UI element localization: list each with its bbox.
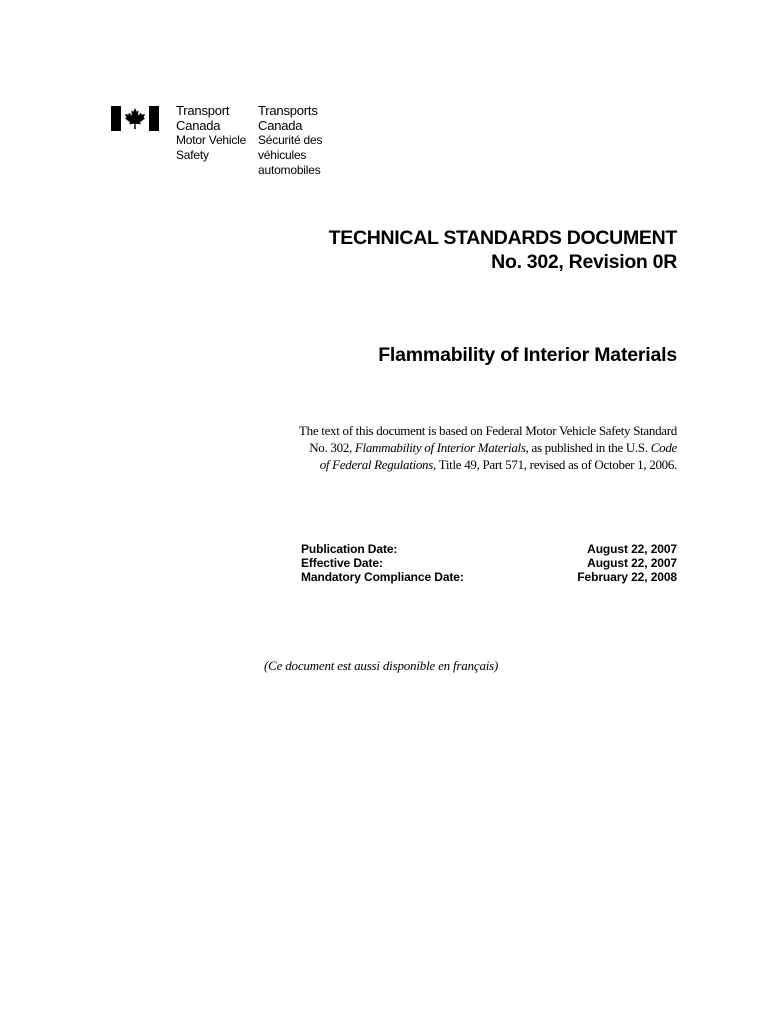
- basis-text-part: , Title 49, Part 571, revised as of October 1, 2006.: [432, 457, 677, 472]
- org-name-line: Canada: [176, 118, 221, 133]
- org-name-line: Canada: [258, 118, 303, 133]
- branch-name-line: véhicules: [258, 148, 307, 162]
- date-label: Mandatory Compliance Date:: [301, 570, 464, 584]
- org-name-line: Transport: [176, 103, 230, 118]
- date-value: February 22, 2008: [577, 570, 677, 584]
- document-title-line: TECHNICAL STANDARDS DOCUMENT: [328, 227, 677, 249]
- government-signature: [111, 103, 371, 175]
- french-availability-note: (Ce document est aussi disponible en français): [264, 658, 499, 673]
- branch-name-line: Safety: [176, 148, 209, 162]
- maple-leaf-icon: [124, 108, 146, 129]
- dates-block: [301, 542, 677, 584]
- document-subject: Flammability of Interior Materials: [378, 344, 677, 366]
- document-title: [329, 226, 677, 274]
- basis-italic-title: Flammability of Interior Materials: [354, 440, 526, 455]
- date-label: Publication Date:: [301, 542, 398, 556]
- basis-paragraph: [297, 422, 677, 473]
- date-row: [301, 556, 677, 570]
- document-number: No. 302, Revision 0R: [491, 251, 677, 273]
- date-value: August 22, 2007: [587, 556, 677, 570]
- org-name-line: Transports: [258, 103, 318, 118]
- basis-italic-cfr: Code of Federal Regulations: [319, 440, 677, 472]
- date-row: [301, 570, 677, 584]
- branch-name-line: Sécurité des: [258, 133, 323, 147]
- branch-name-line: automobiles: [258, 163, 321, 177]
- date-row: [301, 542, 677, 556]
- org-name-english: [176, 103, 246, 163]
- basis-text-part: , as published in the U.S.: [525, 440, 651, 455]
- branch-name-line: Motor Vehicle: [176, 133, 247, 147]
- date-value: August 22, 2007: [587, 542, 677, 556]
- date-label: Effective Date:: [301, 556, 383, 570]
- basis-text-part: The text of this document is based on Federal Motor Vehicle Safety Standard No. 302,: [299, 423, 677, 455]
- org-name-french: [258, 103, 322, 178]
- canada-flag-icon: [111, 106, 159, 131]
